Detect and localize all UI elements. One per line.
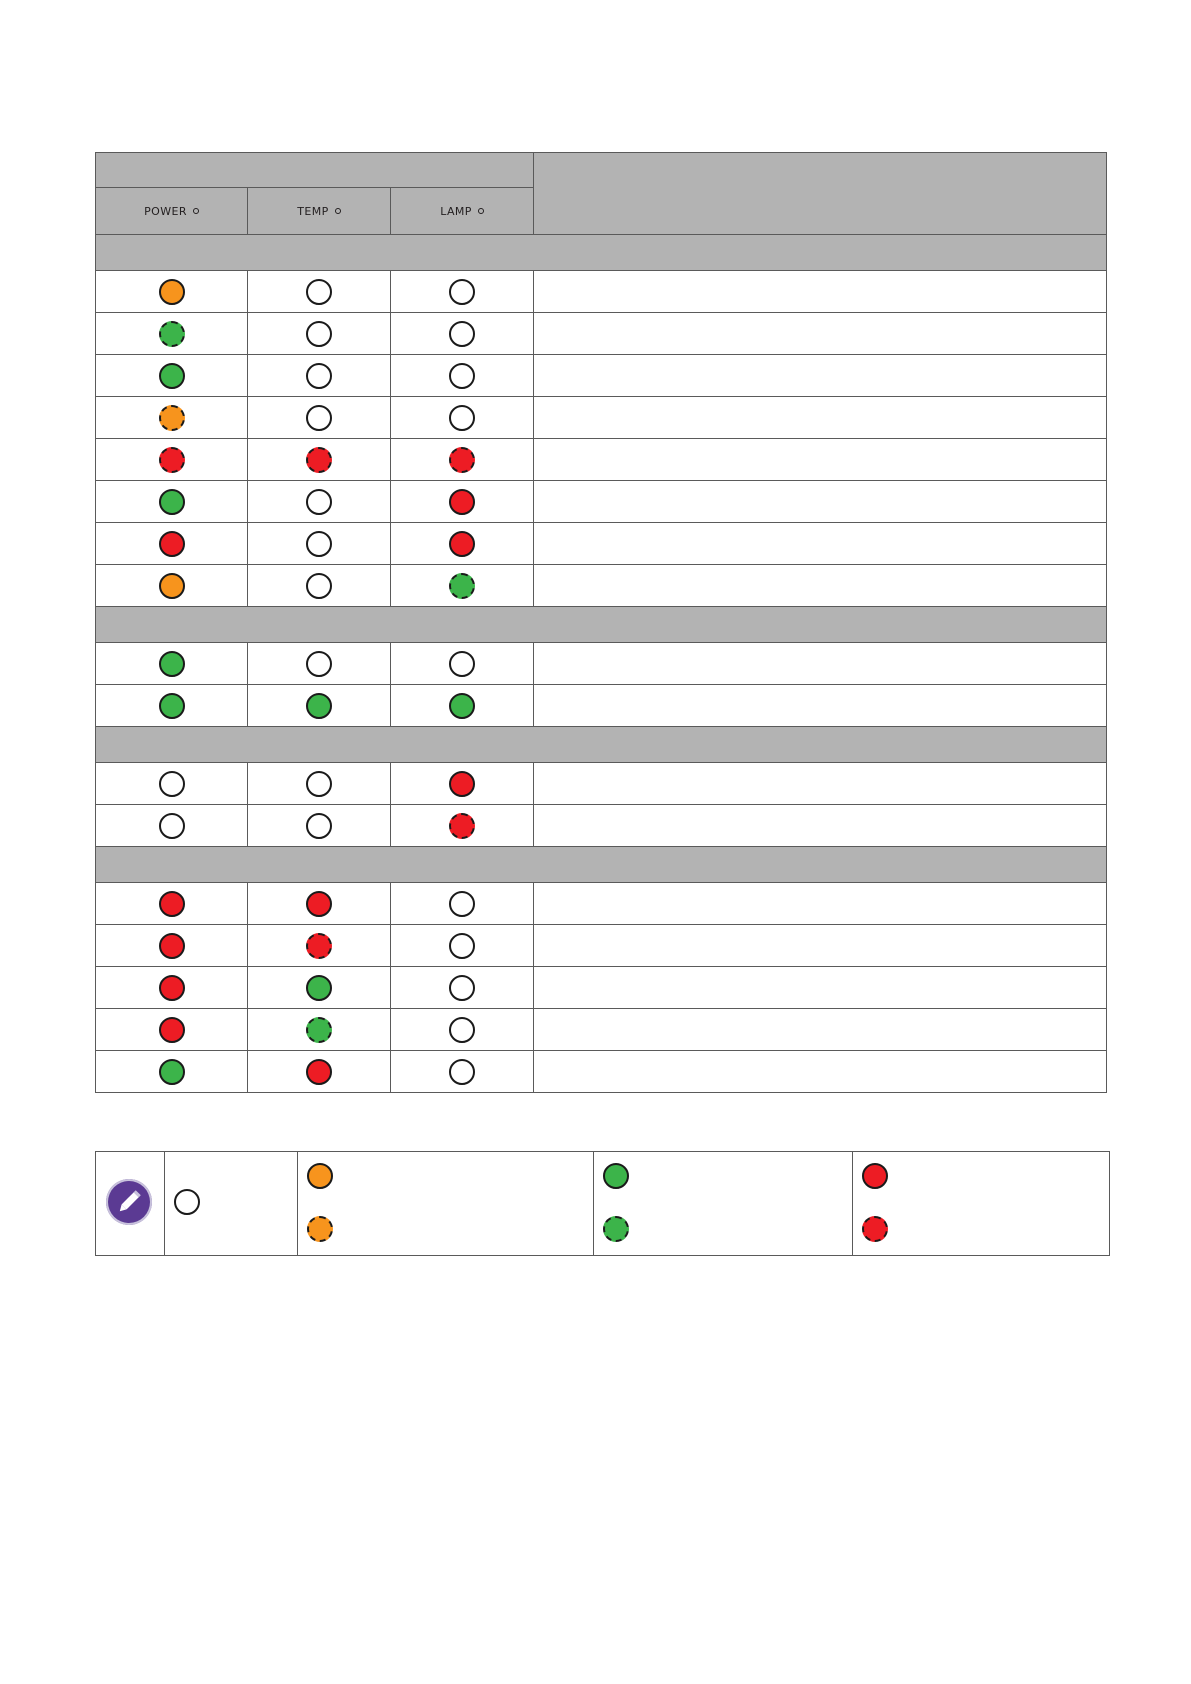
temp-led-cell (248, 271, 391, 313)
led-off-icon (449, 933, 475, 959)
legend-led-orange-icon (307, 1163, 333, 1189)
power-led-cell (96, 397, 248, 439)
table-row (96, 1009, 1107, 1051)
led-red-flash-icon (449, 813, 475, 839)
power-led-cell (96, 883, 248, 925)
lamp-led-cell (391, 763, 534, 805)
led-green-icon (159, 363, 185, 389)
led-symbol-icon (478, 208, 484, 214)
temp-led-cell (248, 313, 391, 355)
legend-led-green-flash-icon (603, 1216, 629, 1242)
led-off-icon (449, 279, 475, 305)
lamp-led-cell (391, 1009, 534, 1051)
power-led-cell (96, 565, 248, 607)
temp-led-cell (248, 763, 391, 805)
power-led-cell (96, 1009, 248, 1051)
pencil-note-icon (106, 1179, 152, 1225)
led-orange-icon (159, 573, 185, 599)
power-led-cell (96, 1051, 248, 1093)
power-led-cell (96, 355, 248, 397)
led-green-flash-icon (306, 1017, 332, 1043)
note-icon-cell (96, 1152, 165, 1256)
table-row (96, 643, 1107, 685)
temp-led-cell (248, 397, 391, 439)
led-red-icon (159, 933, 185, 959)
led-green-icon (159, 489, 185, 515)
status-cell (534, 271, 1107, 313)
led-red-flash-icon (159, 447, 185, 473)
led-green-icon (159, 1059, 185, 1085)
led-green-flash-icon (449, 573, 475, 599)
led-orange-flash-icon (159, 405, 185, 431)
table-body (96, 235, 1107, 1093)
temp-led-cell (248, 1009, 391, 1051)
table-row (96, 805, 1107, 847)
led-green-icon (306, 693, 332, 719)
section-header-row (96, 847, 1107, 883)
led-off-icon (449, 891, 475, 917)
table-row (96, 685, 1107, 727)
power-led-cell (96, 685, 248, 727)
power-led-cell (96, 523, 248, 565)
led-red-icon (159, 531, 185, 557)
table-row (96, 439, 1107, 481)
section-header-cell (96, 235, 1107, 271)
status-cell (534, 397, 1107, 439)
lamp-led-cell (391, 805, 534, 847)
status-cell (534, 763, 1107, 805)
power-led-cell (96, 643, 248, 685)
table-row (96, 271, 1107, 313)
lamp-led-cell (391, 439, 534, 481)
led-red-icon (306, 891, 332, 917)
led-green-icon (306, 975, 332, 1001)
led-red-flash-icon (306, 933, 332, 959)
led-green-icon (449, 693, 475, 719)
status-cell (534, 685, 1107, 727)
power-led-cell (96, 481, 248, 523)
temp-led-cell (248, 439, 391, 481)
lamp-led-cell (391, 481, 534, 523)
table-row (96, 925, 1107, 967)
legend-orange-cell (298, 1152, 594, 1256)
table-row (96, 481, 1107, 523)
led-off-icon (306, 489, 332, 515)
power-led-cell (96, 271, 248, 313)
status-cell (534, 883, 1107, 925)
led-off-icon (306, 573, 332, 599)
table-row (96, 397, 1107, 439)
legend-row (96, 1152, 1110, 1256)
section-header-row (96, 235, 1107, 271)
led-off-icon (306, 813, 332, 839)
status-cell (534, 643, 1107, 685)
lamp-led-cell (391, 397, 534, 439)
table-row (96, 1051, 1107, 1093)
section-header-cell (96, 607, 1107, 643)
header-row-top (96, 153, 1107, 188)
status-cell (534, 565, 1107, 607)
temp-column-header (248, 188, 391, 235)
table-row (96, 565, 1107, 607)
lamp-led-cell (391, 967, 534, 1009)
section-header-row (96, 727, 1107, 763)
section-header-row (96, 607, 1107, 643)
temp-led-cell (248, 523, 391, 565)
power-label: POWER (144, 204, 187, 218)
led-off-icon (449, 363, 475, 389)
led-green-flash-icon (159, 321, 185, 347)
temp-led-cell (248, 883, 391, 925)
temp-led-cell (248, 967, 391, 1009)
led-green-icon (159, 651, 185, 677)
power-led-cell (96, 925, 248, 967)
led-red-flash-icon (306, 447, 332, 473)
lamp-led-cell (391, 355, 534, 397)
led-orange-icon (159, 279, 185, 305)
section-header-cell (96, 847, 1107, 883)
lamp-column-header (391, 188, 534, 235)
legend-led-red-icon (862, 1163, 888, 1189)
status-cell (534, 1051, 1107, 1093)
led-indicator-table (95, 152, 1107, 1093)
table-row (96, 355, 1107, 397)
led-off-icon (449, 975, 475, 1001)
led-red-flash-icon (449, 447, 475, 473)
status-header-cell (534, 153, 1107, 235)
legend-off-cell (165, 1152, 298, 1256)
legend-table (95, 1151, 1110, 1256)
lamp-led-cell (391, 313, 534, 355)
lamp-led-cell (391, 565, 534, 607)
lamp-led-cell (391, 523, 534, 565)
legend-led-off-icon (174, 1189, 200, 1215)
led-off-icon (306, 321, 332, 347)
power-led-cell (96, 763, 248, 805)
status-cell (534, 523, 1107, 565)
lamp-led-cell (391, 925, 534, 967)
status-cell (534, 805, 1107, 847)
section-header-cell (96, 727, 1107, 763)
status-cell (534, 967, 1107, 1009)
power-column-header (96, 188, 248, 235)
table-row (96, 763, 1107, 805)
table-row (96, 313, 1107, 355)
led-red-icon (449, 489, 475, 515)
temp-led-cell (248, 643, 391, 685)
led-off-icon (449, 1059, 475, 1085)
power-led-cell (96, 805, 248, 847)
temp-led-cell (248, 925, 391, 967)
led-red-icon (449, 771, 475, 797)
table-row (96, 523, 1107, 565)
lamp-led-cell (391, 643, 534, 685)
status-cell (534, 313, 1107, 355)
temp-led-cell (248, 685, 391, 727)
legend-led-orange-flash-icon (307, 1216, 333, 1242)
status-cell (534, 439, 1107, 481)
led-off-icon (306, 279, 332, 305)
legend-led-green-icon (603, 1163, 629, 1189)
temp-led-cell (248, 1051, 391, 1093)
led-off-icon (449, 321, 475, 347)
led-green-icon (159, 693, 185, 719)
temp-label: TEMP (297, 204, 329, 218)
led-symbol-icon (193, 208, 199, 214)
lamp-led-cell (391, 271, 534, 313)
power-led-cell (96, 439, 248, 481)
power-led-cell (96, 967, 248, 1009)
light-header-cell (96, 153, 534, 188)
temp-led-cell (248, 355, 391, 397)
status-cell (534, 355, 1107, 397)
temp-led-cell (248, 805, 391, 847)
lamp-led-cell (391, 1051, 534, 1093)
led-symbol-icon (335, 208, 341, 214)
lamp-led-cell (391, 685, 534, 727)
led-off-icon (306, 363, 332, 389)
legend-led-red-flash-icon (862, 1216, 888, 1242)
led-off-icon (306, 651, 332, 677)
table-row (96, 883, 1107, 925)
table-row (96, 967, 1107, 1009)
status-cell (534, 1009, 1107, 1051)
led-red-icon (159, 1017, 185, 1043)
led-off-icon (449, 1017, 475, 1043)
led-off-icon (449, 405, 475, 431)
lamp-label: LAMP (440, 204, 472, 218)
led-off-icon (306, 405, 332, 431)
led-off-icon (159, 771, 185, 797)
temp-led-cell (248, 481, 391, 523)
status-cell (534, 481, 1107, 523)
led-red-icon (449, 531, 475, 557)
power-led-cell (96, 313, 248, 355)
lamp-led-cell (391, 883, 534, 925)
legend-red-cell (853, 1152, 1110, 1256)
led-off-icon (306, 531, 332, 557)
led-off-icon (449, 651, 475, 677)
led-off-icon (306, 771, 332, 797)
led-off-icon (159, 813, 185, 839)
led-red-icon (159, 975, 185, 1001)
status-cell (534, 925, 1107, 967)
temp-led-cell (248, 565, 391, 607)
led-red-icon (306, 1059, 332, 1085)
legend-green-cell (594, 1152, 853, 1256)
led-red-icon (159, 891, 185, 917)
